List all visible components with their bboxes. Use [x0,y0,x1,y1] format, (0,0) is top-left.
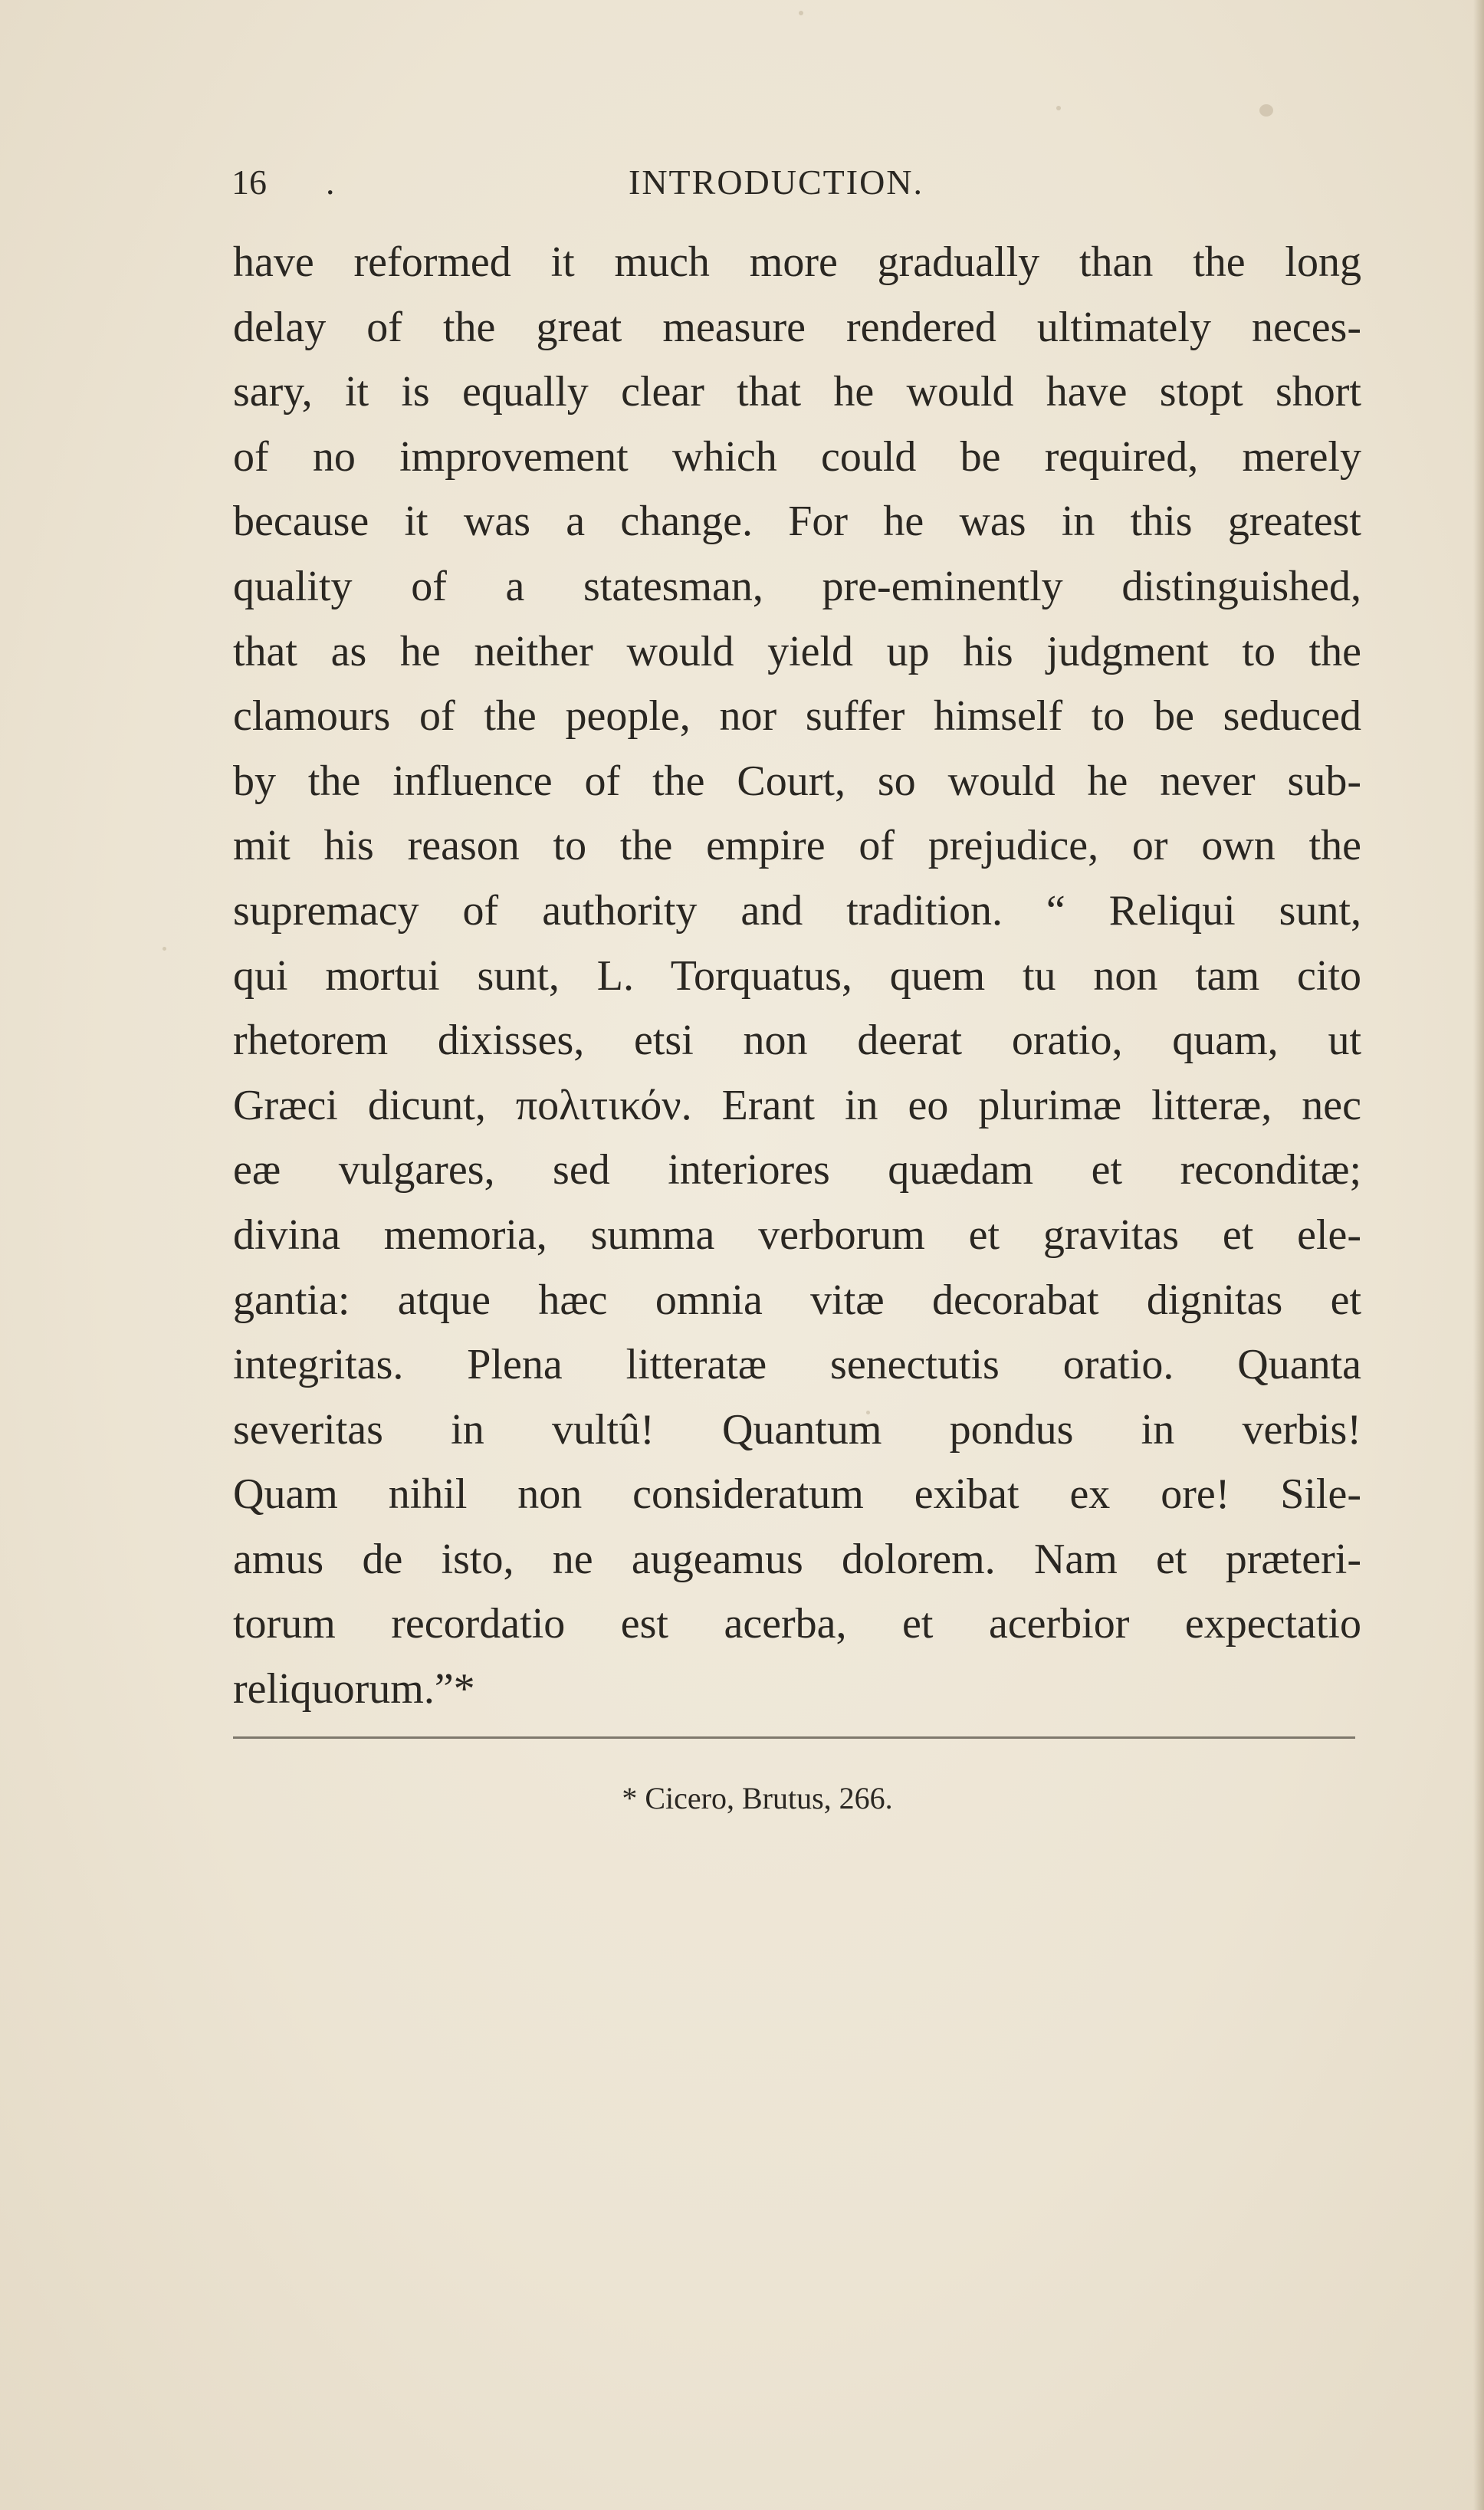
text-line: sary, it is equally clear that he would have stopt short [233,368,1361,416]
text-line: quality of a statesman, pre-eminently distinguished, [233,562,1361,610]
text-line: Græci dicunt, πολιτικόν. Erant in eo plurimæ litteræ, nec [233,1081,1361,1129]
header-separator: . [326,163,335,202]
text-line: divina memoria, summa verborum et gravitas et ele- [233,1211,1361,1259]
text-line: delay of the great measure rendered ultimately neces- [233,303,1361,351]
text-line: gantia: atque hæc omnia vitæ decorabat dignitas et [233,1276,1361,1324]
text-line: integritas. Plena litteratæ senectutis oratio. Quanta [233,1341,1361,1389]
running-title: INTRODUCTION. [629,163,924,202]
running-header [0,159,1484,205]
text-line: of no improvement which could be required, merely [233,432,1361,481]
text-line: clamours of the people, nor suffer himself to be seduced [233,692,1361,741]
paper-spot [1056,106,1061,110]
text-line: that as he neither would yield up his judgment to the [233,627,1361,675]
page-edge-shadow [1473,0,1484,2510]
text-line: Quam nihil non consideratum exibat ex ore! Sile- [233,1470,1361,1519]
paper-spot [163,947,166,951]
text-line: rhetorem dixisses, etsi non deerat oratio, quam, ut [233,1017,1361,1065]
paper-spot [1259,104,1273,117]
text-line: have reformed it much more gradually than the long [233,238,1361,286]
text-line: amus de isto, ne augeamus dolorem. Nam et præteri- [233,1535,1361,1583]
text-line: by the influence of the Court, so would he never sub- [233,757,1361,805]
text-line: because it was a change. For he was in this greatest [233,498,1361,546]
text-line: torum recordatio est acerba, et acerbior expectatio [233,1600,1361,1648]
body-paragraph [233,230,1361,1722]
text-line: mit his reason to the empire of prejudice, or own the [233,822,1361,870]
paper-spot [799,11,803,15]
page-number: 16 [231,163,267,202]
footnote-rule [233,1736,1355,1739]
text-line: qui mortui sunt, L. Torquatus, quem tu non tam cito [233,951,1361,1000]
text-line: severitas in vultû! Quantum pondus in verbis! [233,1405,1361,1454]
text-line: supremacy of authority and tradition. “ Reliqui sunt, [233,886,1361,935]
text-line: eæ vulgares, sed interiores quædam et reconditæ; [233,1146,1361,1194]
footnote: * Cicero, Brutus, 266. [622,1781,893,1815]
text-line: reliquorum.”* [233,1665,475,1713]
